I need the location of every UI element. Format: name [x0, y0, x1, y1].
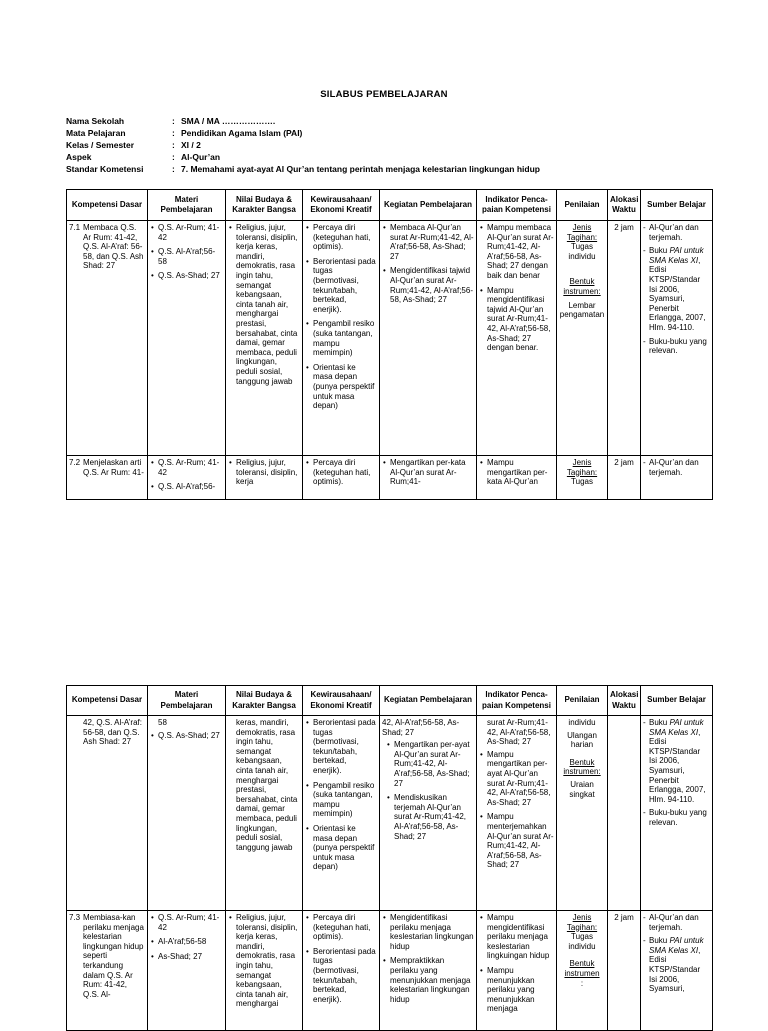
table-row [67, 456, 713, 500]
list-item: • Q.S. Ar-Rum; 41-42 [158, 913, 223, 932]
syllabus-table-page2 [66, 685, 713, 1031]
list-item: • Mengidentifikasi tajwid Al-Qur’an surat Ar-Rum;41-42, Al-A’raf;56-58, As-Shad; 27 [390, 266, 474, 304]
kewirausahaan-cell [303, 911, 380, 1031]
list-item: • Mengartikan per-ayat Al-Qur’an surat Ar-Rum;41-42, Al-A’raf;56-58, As-Shad; 27 [394, 740, 474, 788]
indikator-cell [477, 911, 557, 1031]
list-item: • Religius, jujur, toleransi, disiplin, kerja keras, mandiri, demokratis, rasa ingin tahu, semangat kebangsaan, cinta tanah air, menghargai prestasi, bersahabat, cinta damai, gemar membaca, peduli lingkungan, peduli sosial, tanggung jawab [236, 223, 300, 386]
nilai-cell [226, 456, 303, 500]
list-item: • Mampu mengidentifikasi tajwid Al-Qur’an surat Ar-Rum;41-42, Al-A’raf;56-58, As-Shad; 27 dengan benar. [487, 286, 554, 353]
col-header: Materi Pembelajaran [148, 190, 226, 221]
list-item: - Buku-buku yang relevan. [649, 808, 710, 827]
list-item: • Mempraktikkan perilaku yang menunjukkan menjaga kelestarian lingkungan hidup [390, 956, 474, 1004]
indikator-cell [477, 456, 557, 500]
kegiatan-cell [380, 456, 477, 500]
nilai-cell [226, 911, 303, 1031]
list-item: • Mengartikan per-kata Al-Qur’an surat Ar-Rum;41- [390, 458, 474, 487]
list-item: • Pengambil resiko (suka tantangan, mampu memimpin) [313, 319, 377, 357]
kd-cell: 7.1 Membaca Q.S. Ar Rum: 41-42, Q.S. Al-A’raf: 56-58, dan Q.S. Ash Shad: 27 [67, 221, 148, 456]
col-header: Materi Pembelajaran [148, 686, 226, 716]
list-item: • Mampu mengartikan per-ayat Al-Qur’an surat Ar-Rum;41-42, Al-A’raf;56-58, As-Shad; 27 [487, 750, 554, 808]
col-header: Kewirausahaan/ Ekonomi Kreatif [303, 686, 380, 716]
col-header: Penilaian [557, 686, 608, 716]
list-item: • Mampu menunjukkan perilaku yang menunjukkan menjaga [487, 966, 554, 1014]
col-header: Kompetensi Dasar [67, 190, 148, 221]
kd-cell: 7.3 Membiasa-kan perilaku menjaga kelestarian lingkungan hidup seperti terkandung dalam Q.S. Ar Rum: 41-42, Q.S. Al- [67, 911, 148, 1031]
waktu-cell: 2 jam [608, 911, 641, 1031]
kewirausahaan-cell [303, 716, 380, 911]
list-item: • Al-A’raf;56-58 [158, 937, 223, 947]
col-header: Kompetensi Dasar [67, 686, 148, 716]
list-item: • Q.S. Al-A’raf;56-58 [158, 247, 223, 266]
list-item: • Mampu mengidentifikasi perilaku menjaga keslestarian lingkuingan hidup [487, 913, 554, 961]
list-item: • Religius, jujur, toleransi, disiplin, kerja [236, 458, 300, 487]
list-item: • As-Shad; 27 [158, 952, 223, 962]
kd-cell: 7.2 Menjelaskan arti Q.S. Ar Rum: 41- [67, 456, 148, 500]
kegiatan-cell [380, 221, 477, 456]
document-title: SILABUS PEMBELAJARAN [320, 89, 448, 100]
list-item: • Q.S. Al-A’raf;56- [158, 482, 223, 492]
materi-cell [148, 221, 226, 456]
penilaian-cell: Jenis Tagihan: Tugas [557, 456, 608, 500]
list-item: - Al-Qur’an dan terjemah. [649, 223, 710, 242]
materi-cell [148, 456, 226, 500]
list-item: • Orientasi ke masa depan (punya perspektif untuk masa depan) [313, 363, 377, 411]
list-item: - Buku PAI untuk SMA Kelas XI, Edisi KTSP/Standar Isi 2006, Syamsuri, [649, 936, 710, 994]
list-item: • Orientasi ke masa depan (punya perspektif untuk masa depan) [313, 824, 377, 872]
sumber-cell [641, 456, 713, 500]
col-header: Alokasi Waktu [608, 190, 641, 221]
col-header: Sumber Belajar [641, 686, 713, 716]
waktu-cell: 2 jam [608, 456, 641, 500]
list-item: • Q.S. Ar-Rum; 41-42 [158, 458, 223, 477]
syllabus-table-page1 [66, 189, 713, 500]
penilaian-cell: individu Ulangan harian Bentuk instrumen: Uraian singkat [557, 716, 608, 911]
col-header: Penilaian [557, 190, 608, 221]
waktu-cell [608, 716, 641, 911]
kewirausahaan-cell [303, 221, 380, 456]
table-row [67, 716, 713, 911]
list-item: • Membaca Al-Qur’an surat Ar-Rum;41-42, Al-A’raf;56-58, As-Shad; 27 [390, 223, 474, 261]
col-header: Kegiatan Pembelajaran [380, 686, 477, 716]
nilai-cell: keras, mandiri, demokratis, rasa ingin tahu, semangat kebangsaan, cinta tanah air, menghargai prestasi, bersahabat, cinta damai, gemar membaca, peduli lingkungan, peduli sosial, tanggung jawab [226, 716, 303, 911]
list-item: - Buku PAI untuk SMA Kelas XI, Edisi KTSP/Standar Isi 2006, Syamsuri, Penerbit Erlangga, 2007, Hlm. 94-110. [649, 718, 710, 804]
col-header: Indikator Penca-paian Kompetensi [477, 190, 557, 221]
penilaian-cell: Jenis Tagihan: Tugas individu Bentuk instrumen : [557, 911, 608, 1031]
waktu-cell: 2 jam [608, 221, 641, 456]
list-item: • Q.S. As-Shad; 27 [158, 271, 223, 281]
col-header: Indikator Penca-paian Kompetensi [477, 686, 557, 716]
sumber-cell [641, 221, 713, 456]
list-item: • Mampu menterjemahkan Al-Qur’an surat Ar-Rum;41-42, Al-A’raf;56-58, As-Shad; 27 [487, 812, 554, 870]
kd-cell: 42, Q.S. Al-A’raf: 56-58, dan Q.S. Ash Shad: 27 [67, 716, 148, 911]
list-item: • Religius, jujur, toleransi, disiplin, kerja keras, mandiri, demokratis, rasa ingin tahu, semangat kebangsaan, cinta tanah air, menghargai [236, 913, 300, 1009]
list-item: • Percaya diri (keteguhan hati, optimis). [313, 223, 377, 252]
penilaian-cell: Jenis Tagihan: Tugas individu Bentuk instrumen: Lembar pengamatan [557, 221, 608, 456]
kegiatan-cell [380, 911, 477, 1031]
list-item: • Berorientasi pada tugas (bermotivasi, tekun/tabah, bertekad, enerjik). [313, 947, 377, 1005]
col-header: Sumber Belajar [641, 190, 713, 221]
list-item: • Q.S. As-Shad; 27 [158, 731, 223, 741]
indikator-cell: surat Ar-Rum;41-42, Al-A’raf;56-58, As-Shad; 27 • Mampu mengartikan per-ayat Al-Qur’an surat Ar-Rum;41-42, Al-A’raf;56-58, As-Shad; 27 • Mampu menterjemahkan Al-Qur’an surat Ar-Rum;41-42, Al-A’raf;56-58, As-Shad; 27 [477, 716, 557, 911]
col-header: Kegiatan Pembelajaran [380, 190, 477, 221]
list-item: • Berorientasi pada tugas (bermotivasi, tekun/tabah, bertekad, enerjik). [313, 718, 377, 776]
list-item: - Buku-buku yang relevan. [649, 337, 710, 356]
list-item: • Q.S. Ar-Rum; 41-42 [158, 223, 223, 242]
table-row [67, 221, 713, 456]
list-item: • Mendiskusikan terjemah Al-Qur’an surat Ar-Rum;41-42, Al-A’raf;56-58, As-Shad; 27 [394, 793, 474, 841]
list-item: • Percaya diri (keteguhan hati, optimis). [313, 913, 377, 942]
list-item: • Mampu membaca Al-Qur’an surat Ar-Rum;41-42, Al-A’raf;56-58, As-Shad; 27 dengan baik dan benar [487, 223, 554, 281]
col-header: Alokasi Waktu [608, 686, 641, 716]
list-item: • Pengambil resiko (suka tantangan, mampu memimpin) [313, 781, 377, 819]
list-item: • Mampu mengartikan per-kata Al-Qur’an [487, 458, 554, 487]
col-header: Nilai Budaya & Karakter Bangsa [226, 686, 303, 716]
materi-cell: 58 • Q.S. As-Shad; 27 [148, 716, 226, 911]
list-item: - Al-Qur’an dan terjemah. [649, 458, 710, 477]
list-item: • Mengidentifikasi perilaku menjaga keslestarian lingkungan hidup [390, 913, 474, 951]
materi-cell [148, 911, 226, 1031]
list-item: - Al-Qur’an dan terjemah. [649, 913, 710, 932]
table-row [67, 911, 713, 1031]
col-header: Nilai Budaya & Karakter Bangsa [226, 190, 303, 221]
indikator-cell [477, 221, 557, 456]
list-item: - Buku PAI untuk SMA Kelas XI, Edisi KTSP/Standar Isi 2006, Syamsuri, Penerbit Erlangga, 2007, Hlm. 94-110. [649, 246, 710, 332]
sumber-cell [641, 716, 713, 911]
col-header: Kewirausahaan/ Ekonomi Kreatif [303, 190, 380, 221]
kegiatan-cell: 42, Al-A’raf;56-58, As-Shad; 27 • Mengartikan per-ayat Al-Qur’an surat Ar-Rum;41-42, Al-A’raf;56-58, As-Shad; 27 • Mendiskusikan terjemah Al-Qur’an surat Ar-Rum;41-42, Al-A’raf;56-58, As-Shad; 27 [380, 716, 477, 911]
list-item: • Berorientasi pada tugas (bermotivasi, tekun/tabah, bertekad, enerjik). [313, 257, 377, 315]
kewirausahaan-cell [303, 456, 380, 500]
nilai-cell [226, 221, 303, 456]
list-item: • Percaya diri (keteguhan hati, optimis). [313, 458, 377, 487]
sumber-cell [641, 911, 713, 1031]
